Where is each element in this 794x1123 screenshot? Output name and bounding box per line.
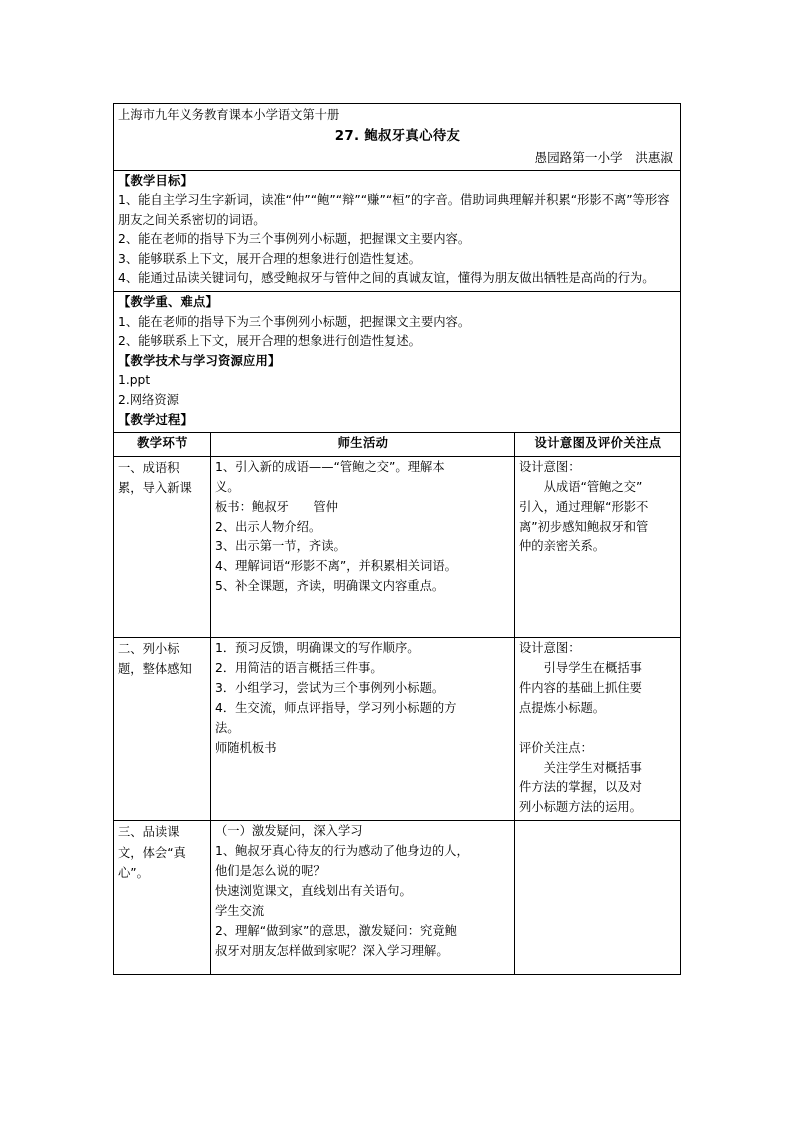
lesson-plan-table (113, 103, 681, 975)
activity-line: 板书：鲍叔牙 管仲 (215, 499, 338, 514)
activity-line: 4、理解词语“形影不离”，并积累相关词语。 (215, 559, 457, 574)
intent-line: 件方法的掌握，以及对 (519, 780, 642, 795)
activity-line: 2、理解“做到家”的意思，激发疑问：究竟鲍 (215, 923, 457, 938)
intent-line: 设计意图： (519, 459, 581, 474)
cell-stage (114, 821, 211, 974)
section-line: 1.ppt (118, 373, 151, 388)
intent-line: 设计意图： (519, 641, 581, 656)
section-heading: 【教学目标】 (118, 173, 193, 188)
intent-line: 引入，通过理解“形影不 (519, 499, 649, 514)
activity-line: 快速浏览课文，直线划出有关语句。 (215, 884, 412, 899)
intent-blank-line (519, 719, 677, 739)
section-keypoints-row (114, 292, 681, 433)
activity-line: 4．生交流，师点评指导，学习列小标题的方 (215, 700, 457, 715)
column-header-stage: 教学环节 (114, 433, 211, 457)
stage-line: 二、列小标 (118, 642, 180, 657)
page-title: 27. 鲍叔牙真心待友 (334, 128, 461, 144)
source-line: 上海市九年义务教育课本小学语文第十册 (118, 108, 340, 122)
document-page (113, 103, 680, 975)
activity-line: 1、引入新的成语——“管鲍之交”。理解本 (215, 459, 445, 474)
table-row (114, 821, 681, 974)
section-line: 2、能在老师的指导下为三个事例列小标题，把握课文主要内容。 (118, 232, 471, 247)
intent-line: 点提炼小标题。 (519, 700, 606, 715)
intent-line: 件内容的基础上抓住要 (519, 680, 642, 695)
table-header-row (114, 433, 681, 457)
section-line: 2.网络资源 (118, 393, 179, 408)
activity-line: 义。 (215, 479, 240, 494)
activity-line: 叔牙对朋友怎样做到家呢？深入学习理解。 (215, 943, 449, 958)
stage-line: 一、成语积 (118, 460, 180, 475)
stage-line: 文，体会“真 (118, 845, 186, 860)
cell-stage (114, 638, 211, 821)
section-keypoints-cell (114, 292, 681, 433)
section-heading: 【教学过程】 (118, 412, 193, 427)
section-objectives-cell (114, 170, 681, 292)
activity-line: 法。 (215, 720, 240, 735)
intent-line: 评价关注点： (519, 740, 593, 755)
table-row (114, 638, 681, 821)
column-header-intent: 设计意图及评价关注点 (515, 433, 681, 457)
cell-spacer (215, 962, 511, 972)
intent-line: 从成语“管鲍之交” (519, 479, 643, 494)
document-header-row (114, 104, 681, 171)
stage-line: 累，导入新课 (118, 481, 192, 496)
section-objectives-row (114, 170, 681, 292)
activity-line: 1、鲍叔牙真心待友的行为感动了他身边的人， (215, 844, 469, 859)
cell-spacer (215, 759, 511, 775)
activity-line: 3、出示第一节，齐读。 (215, 539, 346, 554)
stage-line: 题，整体感知 (118, 662, 192, 677)
intent-line: 离”初步感知鲍叔牙和管 (519, 519, 649, 534)
byline: 愚园路第一小学 洪惠淑 (534, 149, 673, 165)
activity-line: 师随机板书 (215, 740, 277, 755)
cell-activity (211, 638, 515, 821)
section-line: 1、能自主学习生字新词，读准“仲”“鲍”“辩”“赚”“桓”的字音。借助词典理解并积累“形影不离”等形容朋友之间关系密切的词语。 (118, 193, 670, 227)
intent-line: 引导学生在概括事 (519, 661, 642, 676)
document-header-cell (114, 104, 681, 171)
activity-line: 学生交流 (215, 903, 265, 918)
activity-line: 3．小组学习，尝试为三个事例列小标题。 (215, 680, 445, 695)
activity-line: 2．用简洁的语言概括三件事。 (215, 661, 383, 676)
column-header-activity: 师生活动 (211, 433, 515, 457)
cell-activity (211, 821, 515, 974)
activity-line: 1．预习反馈，明确课文的写作顺序。 (215, 641, 420, 656)
cell-intent (515, 456, 681, 637)
cell-stage (114, 456, 211, 637)
section-line: 1、能在老师的指导下为三个事例列小标题，把握课文主要内容。 (118, 314, 471, 329)
table-row (114, 456, 681, 637)
activity-line: 他们是怎么说的呢？ (215, 864, 326, 879)
activity-line: 2、出示人物介绍。 (215, 519, 322, 534)
section-line: 4、能通过品读关键词句，感受鲍叔牙与管仲之间的真诚友谊，懂得为朋友做出牺牲是高尚的行为。 (118, 271, 655, 286)
section-line: 3、能够联系上下文，展开合理的想象进行创造性复述。 (118, 251, 421, 266)
intent-line: 关注学生对概括事 (519, 760, 642, 775)
intent-line: 列小标题方法的运用。 (519, 800, 642, 815)
cell-intent (515, 821, 681, 974)
stage-line: 三、品读课 (118, 825, 180, 840)
activity-line: （一）激发疑问，深入学习 (215, 824, 363, 839)
activity-line: 5、补全课题，齐读，明确课文内容重点。 (215, 579, 445, 594)
cell-spacer (215, 597, 511, 635)
cell-intent (515, 638, 681, 821)
stage-line: 心”。 (118, 865, 149, 880)
section-heading: 【教学技术与学习资源应用】 (118, 353, 281, 368)
section-line: 2、能够联系上下文，展开合理的想象进行创造性复述。 (118, 334, 421, 349)
intent-line: 仲的亲密关系。 (519, 539, 606, 554)
cell-activity (211, 456, 515, 637)
section-heading: 【教学重、难点】 (118, 295, 218, 310)
